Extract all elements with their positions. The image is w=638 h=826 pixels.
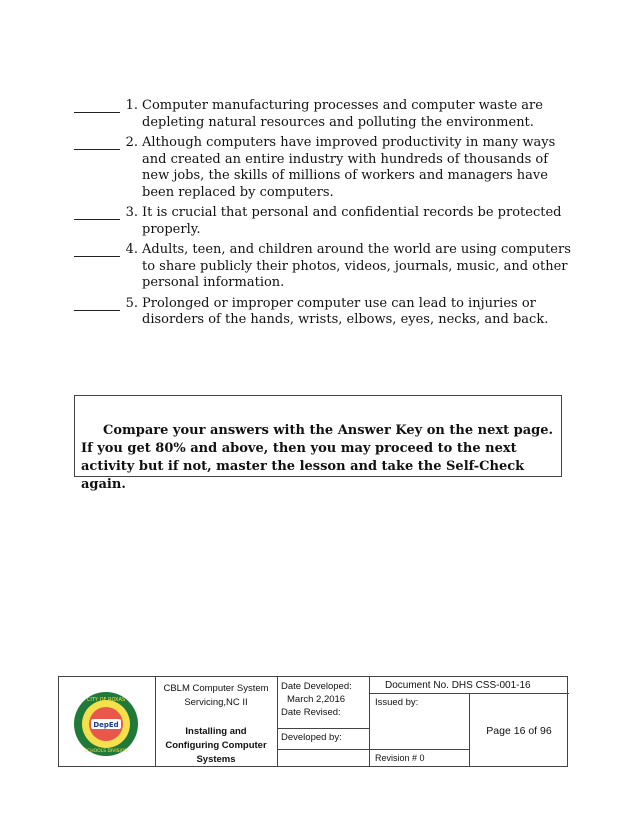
date-revised-label: Date Revised: bbox=[281, 707, 341, 718]
item-text: It is crucial that personal and confidential records be protected properly. bbox=[142, 205, 562, 237]
revision-number: Revision # 0 bbox=[375, 753, 425, 763]
item-text: Adults, teen, and children around the world are using computers to share publicly their photos, videos, journals, music, and other personal information. bbox=[142, 242, 571, 290]
answer-blank[interactable] bbox=[74, 98, 120, 113]
date-developed-label: Date Developed: bbox=[281, 681, 352, 692]
cblm-title bbox=[155, 683, 277, 708]
item-number: 5. bbox=[125, 295, 138, 311]
self-check-items bbox=[74, 98, 574, 333]
module-line-3: Systems bbox=[196, 754, 236, 765]
logo-top-text: CITY OF ROXAS bbox=[86, 697, 126, 703]
list-item bbox=[74, 98, 574, 131]
deped-seal-logo bbox=[73, 691, 139, 757]
document-footer-table bbox=[58, 676, 568, 767]
item-text: Computer manufacturing processes and computer waste are depleting natural resources and polluting the environment. bbox=[142, 98, 543, 130]
list-item bbox=[74, 205, 574, 238]
answer-blank[interactable] bbox=[74, 242, 120, 257]
answer-blank[interactable] bbox=[74, 135, 120, 150]
list-item bbox=[74, 242, 574, 292]
issued-by-label: Issued by: bbox=[375, 697, 419, 708]
module-line-1: Installing and bbox=[185, 726, 247, 737]
item-number: 3. bbox=[125, 205, 138, 220]
cblm-line-2: Servicing,NC II bbox=[184, 697, 248, 708]
item-text: Prolonged or improper computer use can lead to injuries or disorders of the hands, wrists, elbows, eyes, necks, and back. bbox=[142, 295, 549, 327]
document-number: Document No. DHS CSS-001-16 bbox=[385, 680, 531, 691]
cblm-line-1: CBLM Computer System bbox=[163, 683, 269, 694]
logo-bottom-text: SCHOOLS DIVISION bbox=[84, 749, 128, 754]
page-number: Page 16 of 96 bbox=[486, 725, 552, 737]
module-title bbox=[155, 725, 277, 767]
notice-text: Compare your answers with the Answer Key on the next page. If you get 80% and above, then you may proceed to the next activity but if not, master the lesson and take the Self-Check again. bbox=[81, 423, 554, 492]
list-item bbox=[74, 296, 574, 329]
module-line-2: Configuring Computer bbox=[165, 740, 267, 751]
item-number: 4. bbox=[125, 242, 138, 257]
answer-key-notice bbox=[74, 395, 562, 492]
answer-blank[interactable] bbox=[74, 296, 120, 311]
developed-by-label: Developed by: bbox=[281, 732, 342, 743]
date-developed-value: March 2,2016 bbox=[287, 694, 346, 705]
logo-center-text: DepEd bbox=[93, 721, 119, 729]
list-item bbox=[74, 135, 574, 201]
answer-blank[interactable] bbox=[74, 205, 120, 220]
item-number: 1. bbox=[125, 98, 138, 113]
item-text: Although computers have improved productivity in many ways and created an entire industry with hundreds of thousands of new jobs, the skills of millions of workers and managers have been replaced by computers. bbox=[142, 135, 556, 200]
item-number: 2. bbox=[125, 135, 138, 150]
